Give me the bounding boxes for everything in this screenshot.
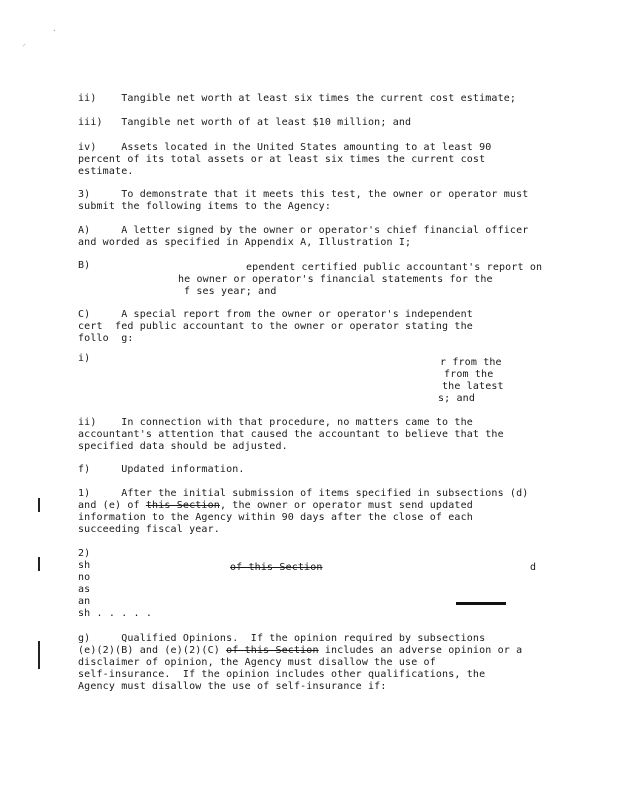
item-a-line2: and worded as specified in Appendix A, Illustration I; [78,237,412,248]
item-f2-fragment: an [78,596,91,607]
section-g-line2: (e)(2)(B) and (e)(2)(C) of this Section includes an adverse opinion or a [78,645,523,656]
item-f2-fragment: sh [78,560,91,571]
item-f1-line4: succeeding fiscal year. [78,524,220,535]
item-b-line3: f ses year; and [184,286,277,297]
item-f1-line2: and (e) of this Section, the owner or operator must send updated [78,500,473,511]
item-f2-number: 2) [78,548,91,559]
item-b-line2: he owner or operator's financial statements for the [178,274,493,285]
revision-bar [38,641,40,669]
item-c-ii-line2: accountant's attention that caused the accountant to believe that the [78,429,504,440]
section-g-line1: g) Qualified Opinions. If the opinion required by subsections [78,633,486,644]
redaction-mark [456,602,506,605]
section-f-heading: f) Updated information. [78,464,245,475]
item-c-line3: follo g: [78,333,134,344]
item-iii: iii) Tangible net worth of at least $10 million; and [78,117,412,128]
item-c-line1: C) A special report from the owner or operator's independent [78,309,473,320]
item-a-line1: A) A letter signed by the owner or operator's chief financial officer [78,225,529,236]
item-f2-fragment: as [78,584,91,595]
item-ci-line3: the latest [442,381,504,392]
revision-bar [38,498,40,512]
item-3-line2: submit the following items to the Agency: [78,201,331,212]
section-g-line4: self-insurance. If the opinion includes other qualifications, the [78,669,486,680]
item-b-line1: ependent certified public accountant's report on [246,262,543,273]
item-f2-fragment: d [530,562,537,573]
item-c-ii-line1: ii) In connection with that procedure, no matters came to the [78,417,473,428]
item-iv-line3: estimate. [78,166,134,177]
item-ci-line1: r from the [440,357,502,368]
section-g-line5: Agency must disallow the use of self-insurance if: [78,681,387,692]
item-f1-line3: information to the Agency within 90 days after the close of each [78,512,473,523]
item-b-fragment: B) [78,260,91,271]
scan-speck: ⸝ [22,39,26,48]
scan-speck: · [52,26,57,35]
item-ci-line2: from the [444,369,494,380]
item-f2-fragment: no [78,572,91,583]
revision-bar [38,557,40,571]
item-ii: ii) Tangible net worth at least six times the current cost estimate; [78,93,517,104]
item-f1-line1: 1) After the initial submission of items specified in subsections (d) [78,488,529,499]
item-iv-line1: iv) Assets located in the United States amounting to at least 90 [78,142,492,153]
item-f2-fragment: sh . . . . . [78,608,153,619]
struck-section-ref: of this Section [230,562,323,573]
item-c-line2: cert fed public accountant to the owner or operator stating the [78,321,473,332]
item-3-line1: 3) To demonstrate that it meets this test, the owner or operator must [78,189,529,200]
item-ci-fragment: i) [78,353,91,364]
item-ci-line4: s; and [438,393,476,404]
item-c-ii-line3: specified data should be adjusted. [78,441,288,452]
section-g-line3: disclaimer of opinion, the Agency must disallow the use of [78,657,436,668]
item-iv-line2: percent of its total assets or at least six times the current cost [78,154,486,165]
